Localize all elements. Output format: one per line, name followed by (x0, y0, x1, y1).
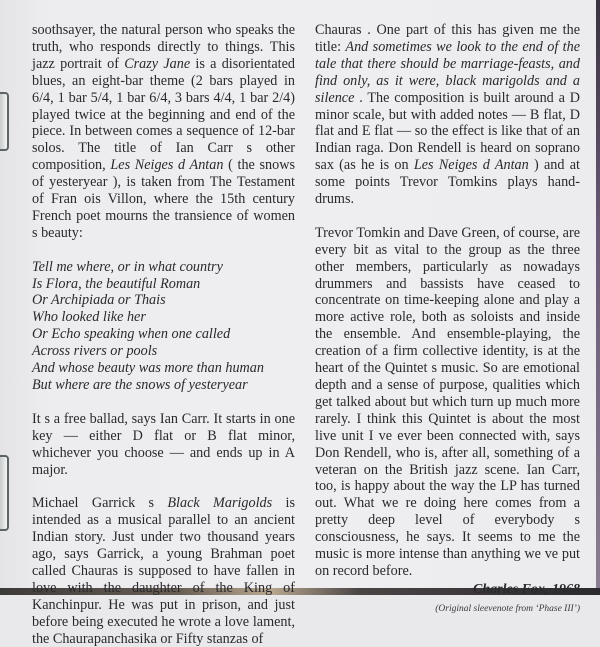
verse-line: Tell me where, or in what country (32, 258, 223, 275)
paragraph-black-marigolds (32, 495, 295, 647)
text-run: is intended as a musical parallel to an ancient Indian story. Just under two thousand years ago, says Garrick, a young Brahman poet called Chauras is supposed to have fallen in love with the daughter of the King of Kanchinpur. He was put in prison, and just before being executed he wrote a love lament, the Chaurapanchasika or Fifty stanzas of (32, 495, 295, 647)
title-les-neiges: Les Neiges d Antan (413, 157, 529, 174)
verse-line: Across rivers or pools (32, 343, 158, 360)
source-note: (Original sleevenote from ‘Phase III’) (435, 603, 580, 614)
paragraph-quintet: Trevor Tomkin and Dave Green, of course, are every bit as vital to the group as the three other members, particularly as nowadays drummers and bassists have ceased to concentrate on time-keeping alone and play a more active role, both as soloists and inside the ensemble. And ensemble-playing, the creation of a firm collective identity, is at the heart of the Quintet s music. So are emotional depth and a sense of purpose, qualities which get talked about but which turn up much more rarely. I think this Quintet is about the most live unit I ve ever been connected with, says Don Rendell, who is, after all, something of a veteran on the British jazz scene. Ian Carr, too, is happy about the way the LP has turned out. What we re doing here comes from a pretty deep level of everybody s consciousness, he says. It seems to me the music is more intense than anything we ve put on record before. (315, 224, 580, 579)
verse-line: Is Flora, the beautiful Roman (32, 275, 201, 292)
text-run: Michael Garrick s (32, 495, 168, 512)
text-run: . The composition is built around a D minor scale, but with added notes — B flat, D flat and E flat — so the effect is like that of an Indian raga. Don Rendell is heard on soprano sax (as he is on (315, 89, 580, 174)
text-run: is a disorientated blues, an eight-bar theme (2 bars played in 6/4, 1 bar 5/4, 1 bar 6/4, 3 bars 4/4, 1 bar 2/4) played twice at the beginning and end of the piece. In between comes a sequence of 12-bar solos. The title of Ian Carr s other composition, (32, 55, 295, 174)
quote-black-marigolds: And sometimes we look to the end of the tale that there should be marriage-feasts, and find only, as it were, black marigolds and a silence (315, 38, 580, 106)
verse-line: Or Archipiada or Thais (32, 292, 166, 309)
title-black-marigolds: Black Marigolds (167, 495, 273, 512)
verse-line: And whose beauty was more than human (32, 360, 264, 377)
text-run: soothsayer, the natural person who speaks the truth, who responds directly to things. This jazz portrait of (32, 22, 295, 72)
text-run: ( the snows of yesteryear ), is taken from The Testament of Fran ois Villon, where the 15th century French poet mourns the transience of women s beauty: (32, 157, 295, 241)
left-column (32, 22, 295, 647)
title-crazy-jane: Crazy Jane (124, 55, 191, 72)
text-run: Chauras . One part of this has given me the title: (315, 22, 580, 55)
right-column (315, 22, 580, 618)
villon-verse (32, 259, 295, 394)
verse-line: Who looked like her (32, 309, 146, 326)
staple-icon (0, 92, 9, 151)
author-signature: Charles Fox, 1968 (473, 581, 580, 597)
paragraph-free-ballad: It s a free ballad, says Ian Carr. It starts in one key — either D flat or B flat minor, whichever you choose — and ends up in A major. (32, 410, 295, 478)
text-run: ) and at some points Trevor Tomkins plays hand-drums. (315, 157, 580, 208)
paragraph-chauras (315, 22, 580, 208)
paragraph-crazy-jane (32, 22, 295, 242)
staple-icon (0, 455, 9, 531)
verse-line: Or Echo speaking when one called (32, 326, 231, 343)
page-edge-shadow (596, 0, 600, 595)
title-les-neiges: Les Neiges d Antan (110, 157, 224, 174)
verse-line: But where are the snows of yesteryear (32, 377, 248, 394)
